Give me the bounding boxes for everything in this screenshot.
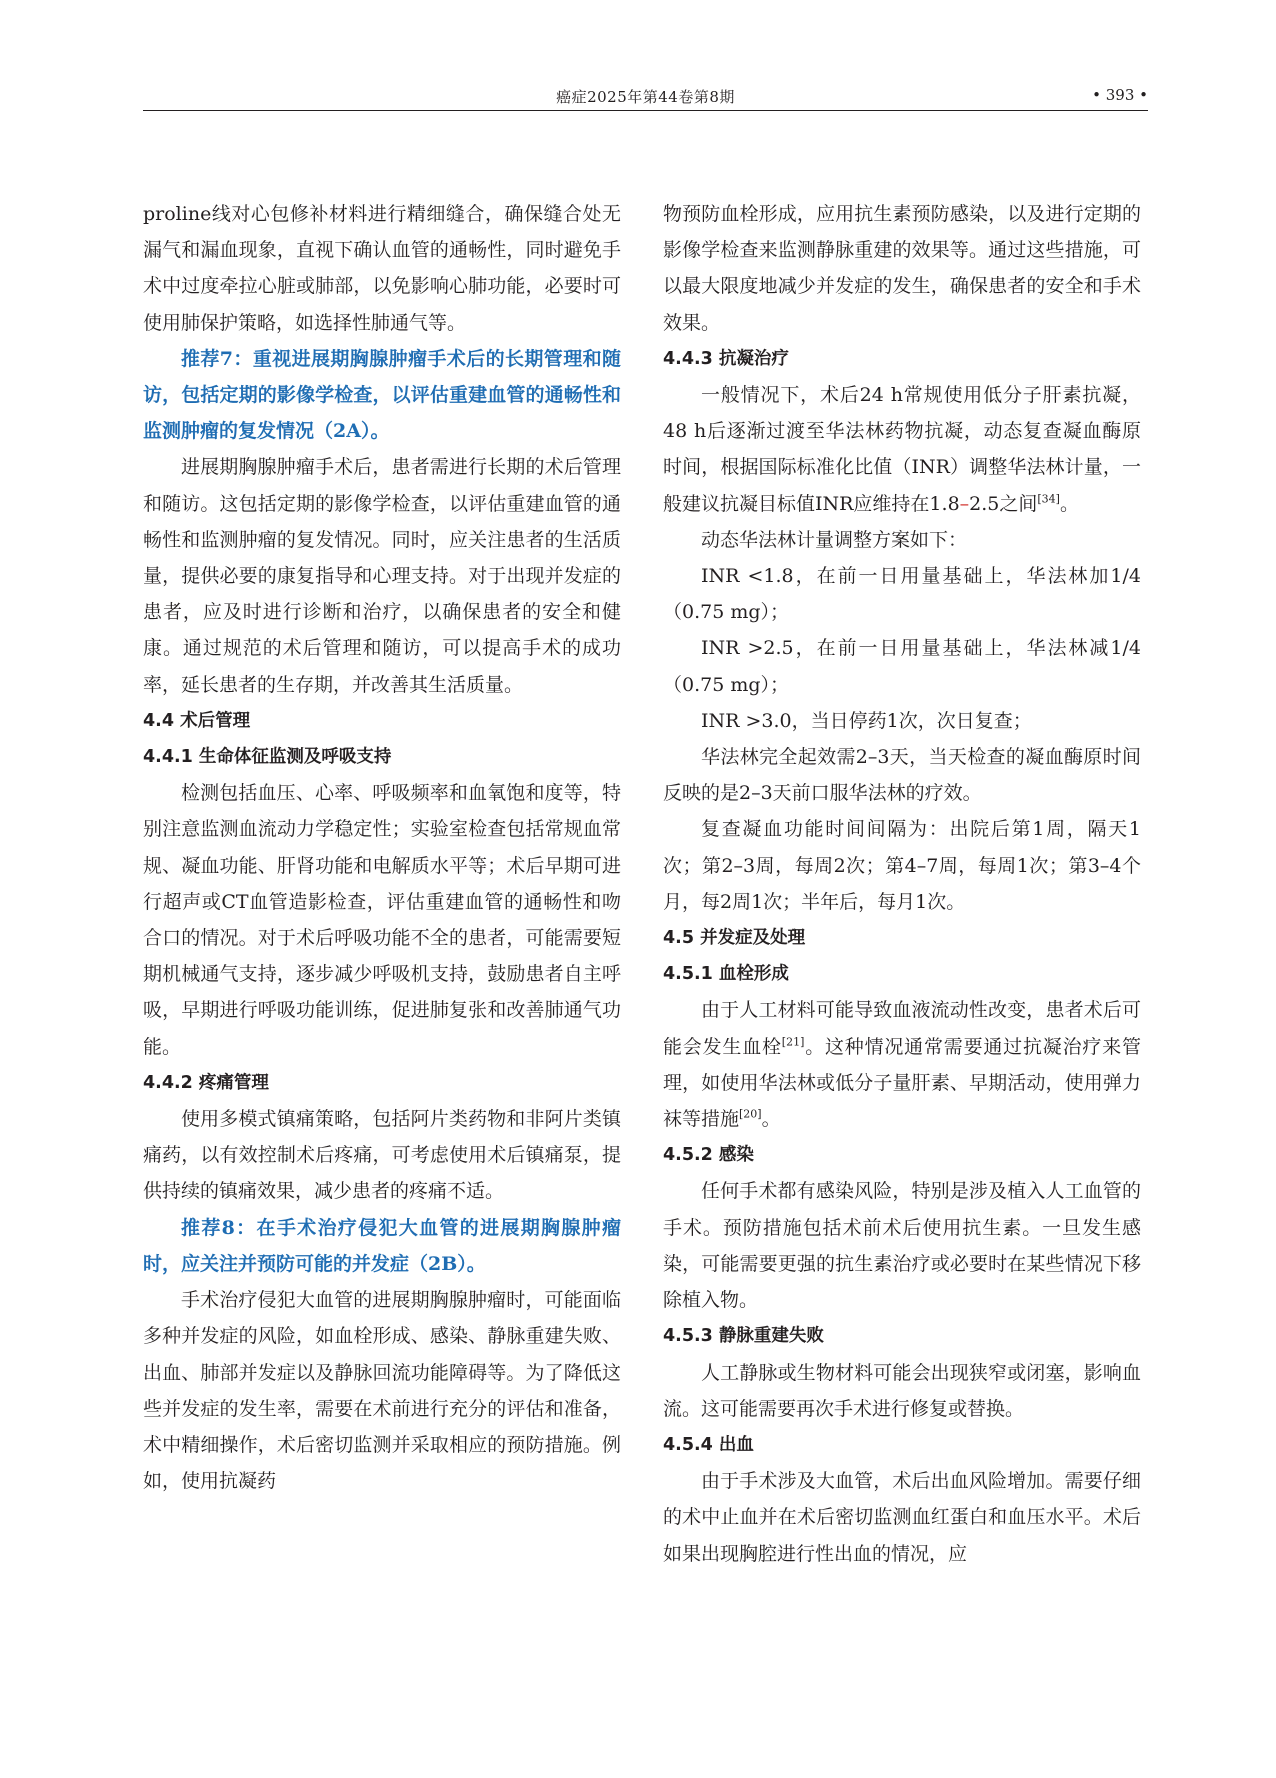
citation: [34] — [1037, 492, 1060, 506]
left-column — [143, 196, 621, 1499]
paragraph: 手术治疗侵犯大血管的进展期胸腺肿瘤时，可能面临多种并发症的风险，如血栓形成、感染、静脉重建失败、出血、肺部并发症以及静脉回流功能障碍等。为了降低这些并发症的发生率，需要在术前进行充分的评估和准备，术中精细操作，术后密切监测并采取相应的预防措施。例如，使用抗凝药 — [143, 1289, 621, 1493]
subsection-heading-4-5-2: 4.5.2 感染 — [663, 1145, 754, 1166]
subsection-heading-4-4-3: 4.4.3 抗凝治疗 — [663, 348, 789, 369]
paragraph: 华法林完全起效需2–3天，当天检查的凝血酶原时间反映的是2–3天前口服华法林的疗效。 — [663, 746, 1141, 805]
subsection-heading-4-4-2: 4.4.2 疼痛管理 — [143, 1072, 269, 1093]
text: 。 — [1059, 492, 1079, 515]
subsection-heading-4-5-1: 4.5.1 血栓形成 — [663, 964, 789, 985]
list-item: INR <1.8，在前一日用量基础上，华法林加1/4（0.75 mg）； — [663, 565, 1141, 624]
journal-title: 癌症2025年第44卷第8期 — [556, 88, 735, 106]
subsection-heading-4-5-4: 4.5.4 出血 — [663, 1434, 754, 1455]
recommendation-8: 推荐8：在手术治疗侵犯大血管的进展期胸腺肿瘤时，应关注并预防可能的并发症（2B）。 — [143, 1216, 621, 1275]
section-heading-4-5: 4.5 并发症及处理 — [663, 928, 806, 949]
recommendation-7: 推荐7：重视进展期胸腺肿瘤手术后的长期管理和随访，包括定期的影像学检查，以评估重建血管的通畅性和监测肿瘤的复发情况（2A）。 — [143, 347, 621, 443]
paragraph: 由于手术涉及大血管，术后出血风险增加。需要仔细的术中止血并在术后密切监测血红蛋白和血压水平。术后如果出现胸腔进行性出血的情况，应 — [663, 1470, 1141, 1565]
citation: [21] — [781, 1035, 805, 1049]
paragraph: 检测包括血压、心率、呼吸频率和血氧饱和度等，特别注意监测血流动力学稳定性；实验室检查包括常规血常规、凝血功能、肝肾功能和电解质水平等；术后早期可进行超声或CT血管造影检查，评估重建血管的通畅性和吻合口的情况。对于术后呼吸功能不全的患者，可能需要短期机械通气支持，逐步减少呼吸机支持，鼓励患者自主呼吸，早期进行呼吸功能训练，促进肺复张和改善肺通气功能。 — [143, 782, 621, 1058]
citation: [20] — [739, 1107, 762, 1121]
paragraph: 任何手术都有感染风险，特别是涉及植入人工血管的手术。预防措施包括术前术后使用抗生素。一旦发生感染，可能需要更强的抗生素治疗或必要时在某些情况下移除植入物。 — [663, 1180, 1141, 1312]
right-column — [663, 196, 1141, 1572]
paragraph: 进展期胸腺肿瘤手术后，患者需进行长期的术后管理和随访。这包括定期的影像学检查，以评估重建血管的通畅性和监测肿瘤的复发情况。同时，应关注患者的生活质量，提供必要的康复指导和心理支持。对于出现并发症的患者，应及时进行诊断和治疗，以确保患者的安全和健康。通过规范的术后管理和随访，可以提高手术的成功率，延长患者的生存期，并改善其生活质量。 — [143, 456, 621, 696]
text: 。这种情况通常需要通过抗凝治疗来管理，如使用华法林或低分子量肝素、早期活动，使用弹力袜等措施 — [663, 1035, 1141, 1131]
running-header — [143, 84, 1148, 111]
range-dash: – — [959, 492, 970, 515]
section-heading-4-4: 4.4 术后管理 — [143, 710, 251, 731]
paragraph: 动态华法林计量调整方案如下： — [701, 528, 968, 551]
text: 一般情况下，术后24 h常规使用低分子肝素抗凝，48 h后逐渐过渡至华法林药物抗凝，动态复查凝血酶原时间，根据国际标准化比值（INR）调整华法林计量，一般建议抗凝目标值INR应维持在1.8 — [663, 384, 1141, 515]
text: 2.5之间 — [969, 492, 1038, 515]
page-number: • 393 • — [1092, 86, 1148, 104]
paragraph — [663, 992, 1141, 1137]
paragraph: 使用多模式镇痛策略，包括阿片类药物和非阿片类镇痛药，以有效控制术后疼痛，可考虑使用术后镇痛泵，提供持续的镇痛效果，减少患者的疼痛不适。 — [143, 1108, 621, 1203]
paragraph: 人工静脉或生物材料可能会出现狭窄或闭塞，影响血流。这可能需要再次手术进行修复或替换。 — [663, 1361, 1141, 1420]
paragraph: 复查凝血功能时间间隔为：出院后第1周，隔天1次；第2–3周，每周2次；第4–7周，每周1次；第3–4个月，每2周1次；半年后，每月1次。 — [663, 818, 1141, 913]
subsection-heading-4-5-3: 4.5.3 静脉重建失败 — [663, 1326, 824, 1347]
paragraph: proline线对心包修补材料进行精细缝合，确保缝合处无漏气和漏血现象，直视下确认血管的通畅性，同时避免手术中过度牵拉心脏或肺部，以免影响心肺功能，必要时可使用肺保护策略，如选择性肺通气等。 — [143, 203, 621, 334]
paragraph — [663, 377, 1141, 522]
list-item: INR >3.0，当日停药1次，次日复查； — [701, 709, 1032, 732]
text: 由于人工材料可能导致血液流动性改变，患者术后可能会发生血栓 — [663, 999, 1141, 1058]
subsection-heading-4-4-1: 4.4.1 生命体征监测及呼吸支持 — [143, 747, 392, 768]
list-item: INR >2.5，在前一日用量基础上，华法林减1/4（0.75 mg）； — [663, 637, 1141, 696]
paragraph: 物预防血栓形成，应用抗生素预防感染，以及进行定期的影像学检查来监测静脉重建的效果等。通过这些措施，可以最大限度地减少并发症的发生，确保患者的安全和手术效果。 — [663, 203, 1141, 334]
text: 。 — [761, 1108, 781, 1131]
